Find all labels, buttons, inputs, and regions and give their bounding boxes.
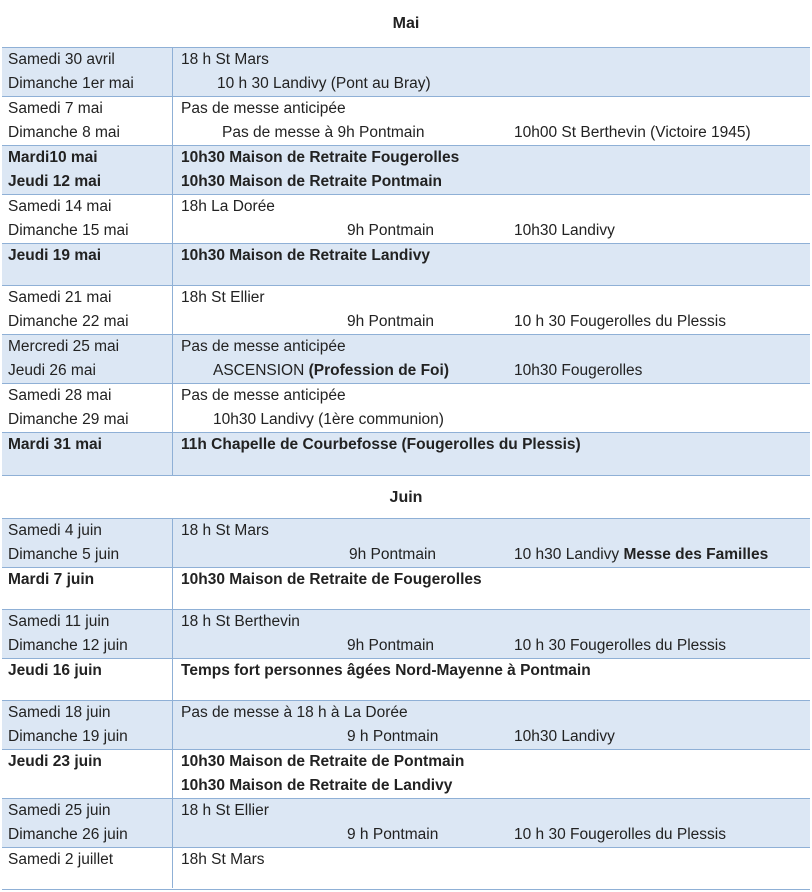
mass-line: 10h30 Landivy: [514, 728, 615, 745]
date-line: Samedi 18 juin: [8, 704, 111, 721]
mass-line: 18 h St Mars: [181, 522, 269, 539]
date-line: Samedi 11 juin: [8, 613, 110, 630]
mass-line-bold: Messe des Familles: [623, 546, 769, 563]
mass-line: ASCENSION: [213, 362, 305, 379]
month-heading-may: Mai: [392, 15, 420, 32]
table-row: [2, 568, 810, 610]
mass-line: 18 h St Ellier: [181, 802, 269, 819]
mass-line: 18h St Ellier: [181, 289, 265, 306]
mass-line: 9 h Pontmain: [347, 728, 439, 745]
table-row: [2, 335, 810, 384]
table-row: [2, 701, 810, 750]
table-row: [2, 195, 810, 244]
date-line: Dimanche 29 mai: [8, 411, 129, 428]
table-row: [2, 433, 810, 475]
date-line: Mercredi 25 mai: [8, 338, 120, 355]
date-line: Dimanche 19 juin: [8, 728, 128, 745]
date-line: Jeudi 26 mai: [8, 362, 96, 379]
mass-line-bold: (Profession de Foi): [308, 362, 449, 379]
date-line: Samedi 7 mai: [8, 100, 103, 117]
mass-line: Pas de messe anticipée: [181, 387, 346, 404]
mass-line: 11h Chapelle de Courbefosse (Fougerolles du Plessis): [181, 436, 581, 453]
mass-line: 9h Pontmain: [347, 637, 435, 654]
table-row: [2, 146, 810, 195]
date-line: Dimanche 12 juin: [8, 637, 128, 654]
table-row: [2, 799, 810, 848]
mass-line: 18h La Dorée: [181, 198, 275, 215]
date-line: Samedi 28 mai: [8, 387, 112, 404]
mass-line: 10h30 Maison de Retraite de Landivy: [181, 777, 453, 794]
june-table: [2, 518, 810, 888]
date-line: Samedi 4 juin: [8, 522, 102, 539]
mass-line: 9h Pontmain: [349, 546, 437, 563]
table-row: [2, 384, 810, 433]
mass-line: 9h Pontmain: [347, 313, 435, 330]
date-line: Dimanche 5 juin: [8, 546, 120, 563]
mass-line: 10h30 Maison de Retraite Pontmain: [181, 173, 442, 190]
mass-line: 10h30 Landivy: [514, 222, 615, 239]
date-line: Mardi 7 juin: [8, 571, 95, 588]
date-line: Samedi 25 juin: [8, 802, 111, 819]
mass-line: Pas de messe à 18 h à La Dorée: [181, 704, 408, 721]
table-row: [2, 286, 810, 335]
date-line: Samedi 21 mai: [8, 289, 112, 306]
mass-line: 10 h 30 Landivy (Pont au Bray): [217, 75, 431, 92]
date-line: Samedi 2 juillet: [8, 851, 114, 868]
mass-line: 10h30 Maison de Retraite de Pontmain: [181, 753, 465, 770]
date-line: Dimanche 8 mai: [8, 124, 120, 141]
table-row: [2, 659, 810, 701]
table-row: [2, 848, 810, 888]
mass-line: 10 h 30 Fougerolles du Plessis: [514, 637, 726, 654]
may-table: [2, 47, 810, 475]
date-line: Dimanche 26 juin: [8, 826, 128, 843]
mass-line: 10h30 Maison de Retraite de Fougerolles: [181, 571, 482, 588]
table-row: [2, 48, 810, 97]
mass-line: Pas de messe anticipée: [181, 100, 346, 117]
date-line: Mardi 31 mai: [8, 436, 102, 453]
divider: [2, 889, 810, 890]
mass-line: 10h00 St Berthevin (Victoire 1945): [514, 124, 751, 141]
mass-line: Temps fort personnes âgées Nord-Mayenne à Pontmain: [181, 662, 591, 679]
mass-line: 18h St Mars: [181, 851, 265, 868]
mass-line: 10 h 30 Fougerolles du Plessis: [514, 826, 726, 843]
mass-line: 9 h Pontmain: [347, 826, 439, 843]
date-line: Jeudi 16 juin: [8, 662, 102, 679]
mass-line: Pas de messe anticipée: [181, 338, 346, 355]
mass-line: 9h Pontmain: [347, 222, 435, 239]
table-row: [2, 519, 810, 568]
date-line: Mardi10 mai: [8, 149, 98, 166]
mass-line: 10h30 Fougerolles: [514, 362, 643, 379]
date-line: Jeudi 12 mai: [8, 173, 102, 190]
date-line: Jeudi 19 mai: [8, 247, 102, 264]
mass-line: 10h30 Maison de Retraite Fougerolles: [181, 149, 460, 166]
table-row: [2, 244, 810, 286]
mass-line: 10h30 Landivy (1ère communion): [213, 411, 444, 428]
mass-line: 18 h St Mars: [181, 51, 269, 68]
date-line: Jeudi 23 juin: [8, 753, 102, 770]
date-line: Dimanche 22 mai: [8, 313, 129, 330]
mass-line: Pas de messe à 9h Pontmain: [222, 124, 425, 141]
date-line: Samedi 30 avril: [8, 51, 115, 68]
mass-line: 10 h 30 Fougerolles du Plessis: [514, 313, 726, 330]
table-row: [2, 610, 810, 659]
date-line: Dimanche 15 mai: [8, 222, 129, 239]
month-heading-june: Juin: [389, 489, 423, 506]
mass-line: 10h30 Maison de Retraite Landivy: [181, 247, 430, 264]
mass-line: 10 h30 Landivy: [514, 546, 620, 563]
mass-line: 18 h St Berthevin: [181, 613, 300, 630]
divider: [2, 475, 810, 476]
date-line: Dimanche 1er mai: [8, 75, 134, 92]
table-row: [2, 97, 810, 146]
date-line: Samedi 14 mai: [8, 198, 112, 215]
table-row: [2, 750, 810, 799]
